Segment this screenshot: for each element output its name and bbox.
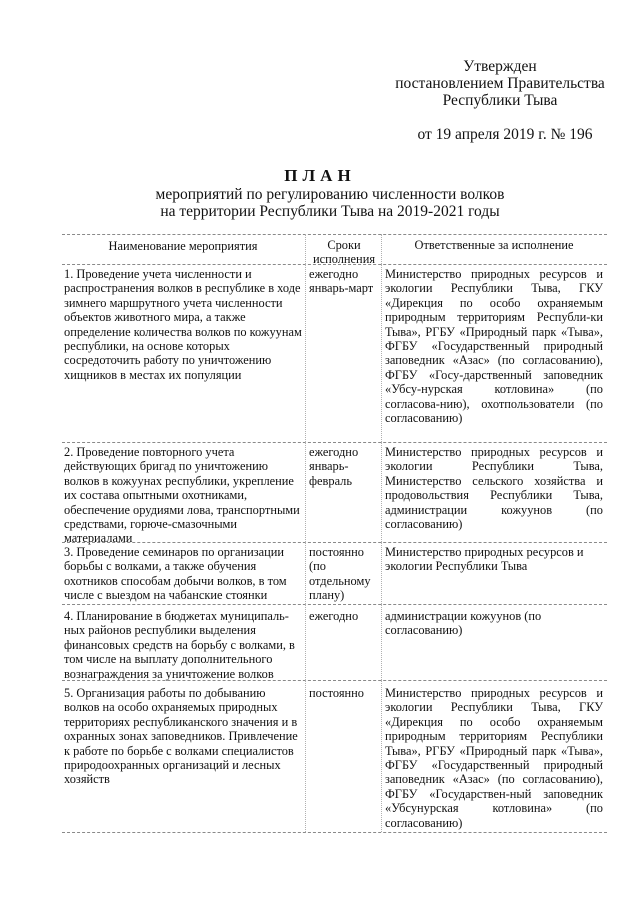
row-2-name: 2. Проведение повторного учета действующих бригад по уничтожению волков в кожуунах республики, укрепление их состава опытными охотниками, обеспечение орудиями лова, транспортными средствами, горюче-смазочными материалами: [64, 445, 300, 546]
approval-block: [380, 58, 620, 109]
row-2-resp: Министерство природных ресурсов и экологии Республики Тыва, Министерство сельского хозяйства и продовольствия Республики Тыва, администрации кожуунов (по согласованию): [385, 445, 603, 532]
row-3-resp: Министерство природных ресурсов и экологии Республики Тыва: [385, 545, 584, 574]
table-row: [62, 542, 607, 604]
document-title: ПЛАН: [284, 166, 356, 185]
row-4-term: ежегодно: [309, 609, 359, 623]
table-header: [62, 234, 607, 264]
row-3-name: 3. Проведение семинаров по организации борьбы с волками, а также обучения охотников способам добычи волков, в том числе с выездом на чабанские стоянки: [64, 545, 287, 603]
header-term: Сроки исполнения: [312, 238, 376, 266]
row-1-name: 1. Проведение учета численности и распространения волков в республике в ходе зимнего маршрутного учета численности объектов животного мира, а также определение количества волков по кожуунам республики, на основе которых сосредоточить работу по уничтожению хищников в местах их популяции: [64, 267, 302, 382]
approval-line-1: Утвержден: [463, 58, 537, 75]
row-1-term: ежегодно январь-март: [309, 267, 374, 296]
row-2-term: ежегодно январь-февраль: [309, 445, 359, 488]
row-3-term: постоянно (по отдельному плану): [309, 545, 371, 603]
table-row: [62, 680, 607, 832]
subtitle-line-2: на территории Республики Тыва на 2019-2021 годы: [160, 203, 500, 220]
row-5-name: 5. Организация работы по добыванию волков на особо охраняемых природных территориях республиканского значения и в охранных зонах заповедников. Привлечение к работе по борьбе с волками специалистов природоохранных организаций и лесных хозяйств: [64, 686, 298, 787]
plan-table: [62, 234, 607, 832]
table-row: [62, 442, 607, 546]
document-subtitle: [120, 186, 540, 220]
header-name: Наименование мероприятия: [108, 239, 258, 253]
header-resp: Ответственные за исполнение: [414, 238, 574, 252]
row-4-resp: администрации кожуунов (по согласованию): [385, 609, 542, 638]
table-row: [62, 604, 607, 680]
row-4-name: 4. Планирование в бюджетах муниципаль-ных районов республики выделения финансовых средств на борьбу с волками, в том числе на выплату дополнительного вознаграждения за уничтожение волков: [64, 609, 295, 681]
subtitle-line-1: мероприятий по регулированию численности волков: [155, 186, 505, 203]
approval-line-3: Республики Тыва: [442, 92, 558, 109]
row-1-resp: Министерство природных ресурсов и экологии Республики Тыва, ГКУ «Дирекция по особо охраняемым природным территориям Республи-ки Тыва», РГБУ «Природный парк «Тыва», ФГБУ «Государственный природный заповедник «Азас» (по согласованию), ФГБУ «Госу-дарственный заповедник «Убсу-нурская котловина» (по согласова-нию), охотпользователи (по согласованию): [385, 267, 603, 426]
row-5-resp: Министерство природных ресурсов и экологии Республики Тыва, ГКУ «Дирекция по особо охраняемым природным территориям Республики Тыва», РГБУ «Природный парк «Тыва», ФГБУ «Государственный природный заповедник «Азас» (по согласованию), ФГБУ «Государствен-ный заповедник «Убсунурская котловина» (по согласованию): [385, 686, 603, 830]
approval-line-2: постановлением Правительства: [395, 75, 605, 92]
table-row: [62, 264, 607, 442]
row-5-term: постоянно: [309, 686, 365, 700]
approval-date: от 19 апреля 2019 г. № 196: [417, 126, 593, 143]
